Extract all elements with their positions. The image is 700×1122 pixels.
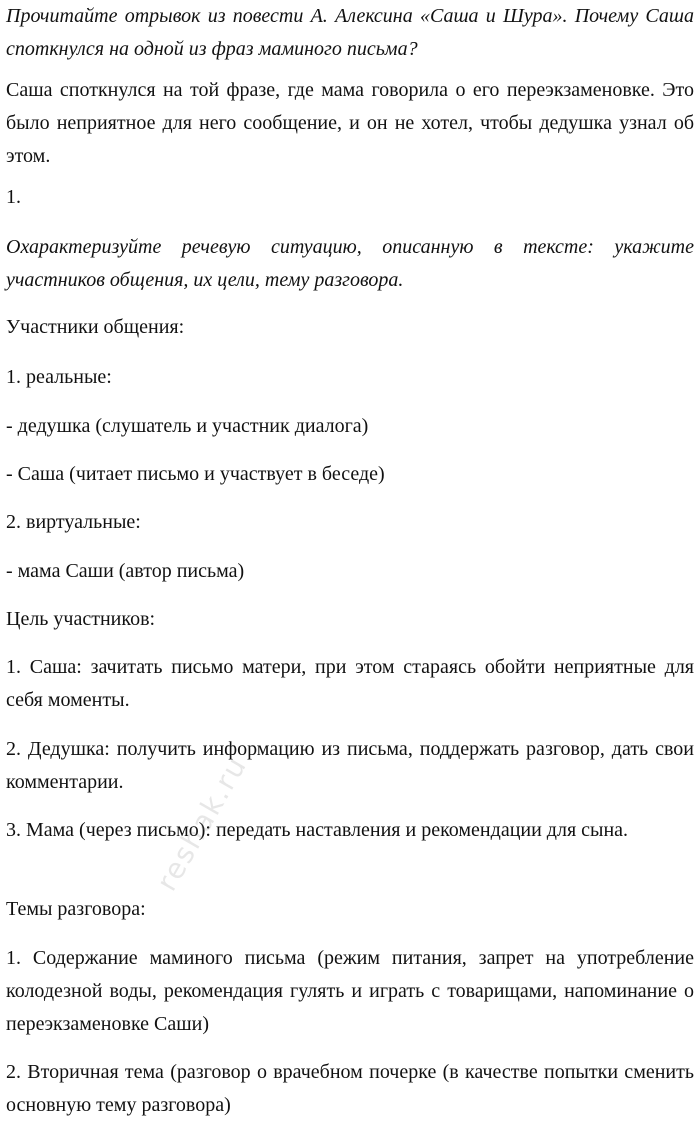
question-1: Прочитайте отрывок из повести А. Алексина «Саша и Шура». Почему Саша споткнулся на одной из фраз маминого письма?: [6, 5, 694, 60]
real-participants-heading: 1. реальные:: [6, 366, 112, 388]
participants-heading: Участники общения:: [6, 316, 185, 338]
virtual-participants-heading: 2. виртуальные:: [6, 511, 141, 533]
answer-1: Саша споткнулся на той фразе, где мама говорила о его переэкзаменовке. Это было неприятное для него сообщение, и он не хотел, чтобы дедушка узнал об этом.: [6, 79, 694, 167]
topic-secondary: 2. Вторичная тема (разговор о врачебном почерке (в качестве попытки сменить основную тему разговора): [6, 1061, 694, 1116]
topic-letter: 1. Содержание маминого письма (режим питания, запрет на употребление колодезной воды, рекомендация гулять и играть с товарищами, напоминание о переэкзаменовке Саши): [6, 947, 694, 1035]
goals-heading: Цель участников:: [6, 608, 156, 630]
topics-heading: Темы разговора:: [6, 898, 146, 920]
goal-grandfather: 2. Дедушка: получить информацию из письма, поддержать разговор, дать свои комментарии.: [6, 738, 694, 793]
real-participant-grandfather: - дедушка (слушатель и участник диалога): [6, 415, 369, 437]
question-2: Охарактеризуйте речевую ситуацию, описанную в тексте: укажите участников общения, их цели, тему разговора.: [6, 236, 694, 291]
goal-sasha: 1. Саша: зачитать письмо матери, при этом стараясь обойти неприятные для себя моменты.: [6, 656, 694, 711]
watermark: reshak.ru: [150, 750, 254, 897]
goal-mother: 3. Мама (через письмо): передать наставления и рекомендации для сына.: [6, 819, 629, 841]
real-participant-sasha: - Саша (читает письмо и участвует в беседе): [6, 463, 385, 485]
virtual-participant-mother: - мама Саши (автор письма): [6, 560, 245, 582]
item-number: 1.: [6, 186, 21, 208]
